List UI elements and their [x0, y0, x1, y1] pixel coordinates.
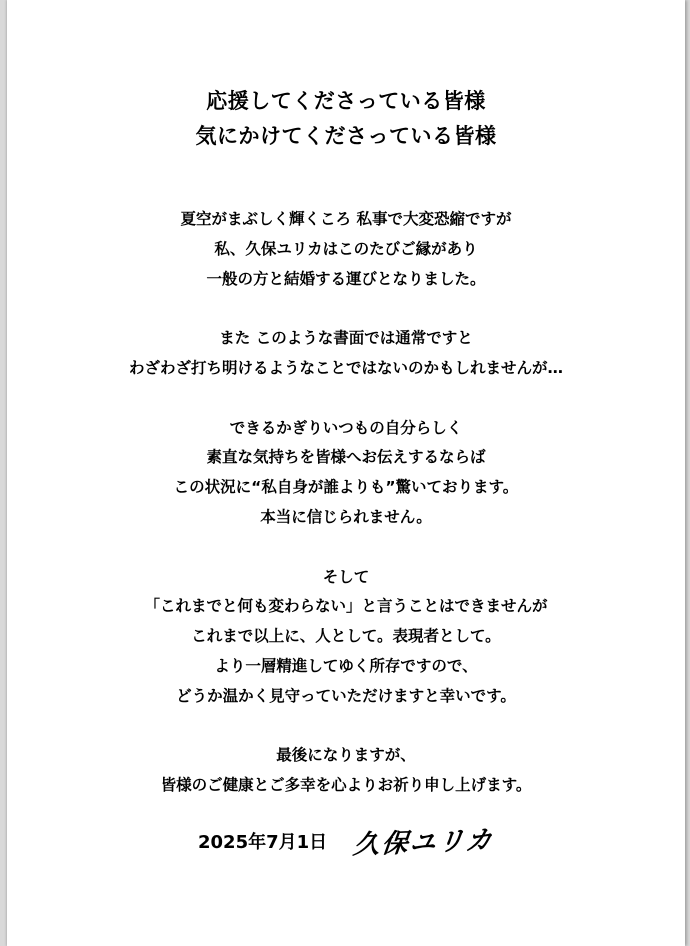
text-line: そして — [322, 567, 370, 586]
text-line: また このような書面では通常ですと — [219, 329, 473, 348]
handwritten-signature: 久保ユリカ — [352, 825, 496, 861]
paragraph-closing — [7, 741, 685, 801]
paragraph-note — [7, 324, 685, 384]
text-line: 最後になりますが、 — [276, 746, 416, 765]
heading-line-1: 応援してくださっている皆様 — [206, 89, 486, 113]
paragraph-commitment — [7, 563, 685, 712]
paragraph-feelings — [7, 414, 685, 533]
text-line: 一般の方と結婚する運びとなりました。 — [206, 269, 486, 288]
text-line: 「これまでと何も変わらない」と言うことはできませんが — [144, 597, 548, 616]
text-line: わざわざ打ち明けるようなことではないのかもしれませんが… — [128, 358, 563, 377]
text-line: これまで以上に、人として。表現者として。 — [191, 627, 501, 646]
letter-body — [7, 205, 685, 831]
letter-heading — [7, 84, 685, 154]
text-line: 素直な気持ちを皆様へお伝えするならば — [206, 448, 486, 467]
text-line: できるかぎりいつもの自分らしく — [229, 418, 463, 437]
letter-page — [7, 0, 685, 946]
text-line: どうか温かく見守っていただけますと幸いです。 — [176, 686, 516, 705]
letter-date: 2025年7月1日 — [198, 831, 328, 853]
text-line: この状況に“私自身が誰よりも”驚いております。 — [173, 478, 519, 497]
letter-footer — [7, 822, 685, 866]
text-line: より一層精進してゆく所存ですので、 — [214, 656, 478, 675]
text-line: 私、久保ユリカはこのたびご縁があり — [214, 239, 478, 258]
text-line: 皆様のご健康とご多幸を心よりお祈り申し上げます。 — [160, 776, 532, 795]
text-line: 本当に信じられません。 — [260, 507, 432, 526]
paragraph-announcement — [7, 205, 685, 294]
text-line: 夏空がまぶしく輝くころ 私事で大変恐縮ですが — [180, 210, 512, 228]
heading-line-2: 気にかけてくださっている皆様 — [195, 124, 497, 148]
